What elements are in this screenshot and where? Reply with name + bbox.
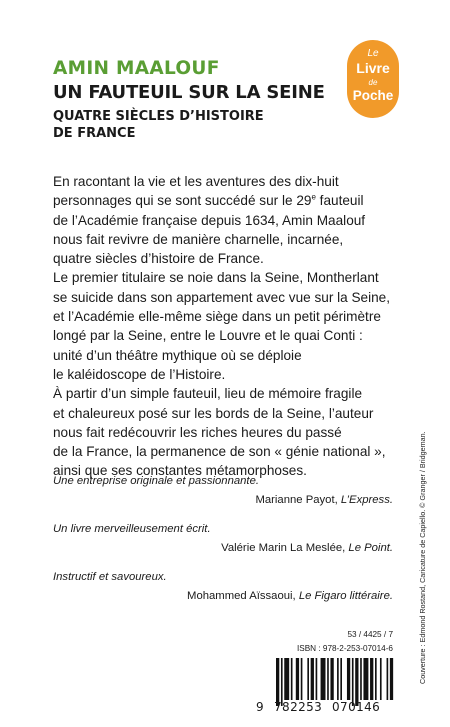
isbn-number: ISBN : 978-2-253-07014-6 [296, 644, 393, 653]
review-publication: L’Express. [340, 494, 393, 506]
barcode-bar [370, 658, 373, 700]
blurb-line: de l’Académie française depuis 1634, Amin Maalouf [53, 212, 366, 228]
blurb-line: nous fait redécouvrir les riches heures du passé [53, 424, 342, 440]
blurb-fragment: personnages qui se sont succédé sur le 29 [53, 193, 312, 209]
blurb-line: nous fait revivre de manière charnelle, incarnée, [53, 231, 344, 247]
blurb-line: À partir d’un simple fauteuil, lieu de mémoire fragile [53, 386, 363, 402]
review-author: Marianne Payot, [255, 494, 341, 506]
barcode-bar [390, 658, 393, 700]
review-source [187, 590, 393, 602]
blurb-line: unité d’un théâtre mythique où se déploie [53, 347, 302, 363]
barcode-bar [352, 658, 354, 706]
blurb-line: et l’Académie elle-même siège dans un petit périmètre [53, 309, 381, 325]
barcode-bar [311, 658, 314, 700]
review-author: Mohammed Aïssaoui, [187, 590, 299, 602]
barcode-bar [375, 658, 377, 700]
blurb-line: se suicide dans son appartement avec vue sur la Seine, [53, 289, 391, 305]
barcode-bar [347, 658, 350, 700]
blurb-line: Le premier titulaire se noie dans la Seine, Montherlant [53, 270, 379, 286]
barcode-bar [296, 658, 299, 700]
review-publication: Le Point. [348, 542, 393, 554]
publisher-logo [347, 40, 399, 118]
book-title: UN FAUTEUIL SUR LA SEINE [53, 82, 325, 103]
subtitle-line: QUATRE SIÈCLES D’HISTOIRE [53, 109, 264, 124]
barcode-bar [281, 658, 283, 706]
barcode-left-digits: 782253 [274, 700, 323, 714]
review-source [255, 494, 393, 506]
blurb-line: le kaléidoscope de l’Histoire. [53, 366, 226, 382]
barcode-bar [321, 658, 326, 700]
barcode-bar [284, 658, 289, 700]
review-quote: Une entreprise originale et passionnante. [53, 475, 259, 487]
review-quote: Instructif et savoureux. [53, 571, 167, 583]
barcode-bar [380, 658, 382, 700]
review-source [221, 542, 393, 554]
barcode-bar [291, 658, 293, 700]
book-subtitle [53, 108, 313, 142]
barcode-bar [301, 658, 303, 700]
barcode-bar [363, 658, 368, 700]
barcode-bar [316, 658, 318, 700]
blurb-fragment: fauteuil [315, 193, 364, 209]
barcode-right-digits: 070146 [332, 700, 381, 714]
barcode-bar [330, 658, 333, 700]
blurb-line [53, 191, 393, 210]
blurb-line: En racontant la vie et les aventures des dix-huit [53, 174, 339, 189]
blurb-line: longé par la Seine, entre le Louvre et le quai Conti : [53, 328, 363, 344]
logo-word-le: Le [367, 48, 379, 59]
blurb-line: de la France, la permanence de son « génie national », [53, 444, 386, 460]
review-author: Valérie Marin La Meslée, [221, 542, 349, 554]
barcode-digits [256, 700, 396, 714]
blurb-line: quatre siècles d’histoire de France. [53, 251, 264, 267]
barcode-bar [327, 658, 329, 700]
press-review [53, 523, 393, 571]
press-reviews [53, 475, 393, 619]
author-name: AMIN MAALOUF [53, 58, 220, 79]
blurb-superscript: e [311, 192, 316, 202]
barcode-bar [355, 658, 358, 706]
barcode-bar [337, 658, 339, 700]
catalog-number: 53 / 4425 / 7 [347, 630, 393, 639]
barcode-bar [387, 658, 389, 700]
blurb-line: ainsi que ses constantes métamorphoses. [53, 463, 307, 479]
logo-word-poche: Poche [352, 88, 394, 103]
logo-word-livre: Livre [356, 60, 390, 76]
subtitle-line: DE FRANCE [53, 126, 136, 141]
blurb-line: et chaleureux posé sur les bords de la Seine, l’auteur [53, 405, 374, 421]
barcode-bar [307, 658, 309, 700]
barcode-bar [276, 658, 279, 706]
barcode-bar [360, 658, 362, 700]
barcode-bar [340, 658, 342, 700]
press-review [53, 571, 393, 619]
review-publication: Le Figaro littéraire. [298, 590, 393, 602]
press-review [53, 475, 393, 523]
logo-word-de: de [368, 78, 378, 87]
cover-credit: Couverture : Edmond Rostand, Caricature de Capiello. © Granger / Bridgeman. [418, 431, 427, 684]
barcode-lead-digit: 9 [256, 700, 265, 714]
blurb-text [53, 172, 393, 481]
review-quote: Un livre merveilleusement écrit. [53, 523, 211, 535]
